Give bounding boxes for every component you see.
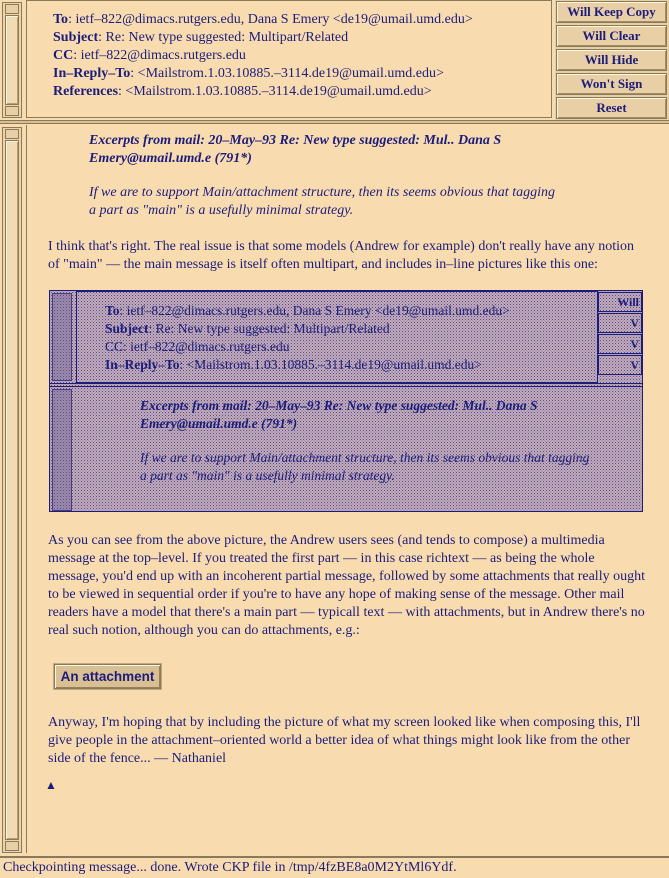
cc-line[interactable]: CC: ietf–822@dimacs.rutgers.edu bbox=[53, 48, 246, 63]
text-caret-icon: ▲ bbox=[45, 778, 57, 792]
scroll-thumb[interactable] bbox=[5, 15, 19, 105]
body-scroll-down-arrow-icon[interactable] bbox=[5, 841, 19, 851]
header-scrollbar[interactable] bbox=[2, 2, 22, 118]
picture-excerpt-title: Excerpts from mail: 20–May–93 Re: New type suggested: Mul.. Dana S Emery@umail.umd.e (791*) bbox=[140, 398, 538, 431]
picture-button-1: Will bbox=[598, 292, 642, 312]
subject-line[interactable]: Subject: Re: New type suggested: Multipart/Related bbox=[53, 30, 349, 45]
picture-button-4: V bbox=[598, 355, 642, 375]
inline-screenshot-image bbox=[49, 290, 643, 512]
references-line[interactable]: References: <Mailstrom.1.03.10885.–3114.de19@umail.umd.edu> bbox=[53, 84, 432, 99]
quoted-text: If we are to support Main/attachment structure, then its seems obvious that tagging a part as "main" is a usefully minimal strategy. bbox=[89, 185, 555, 218]
message-header bbox=[26, 0, 552, 118]
sign-button[interactable]: Won't Sign bbox=[556, 73, 667, 95]
hide-button[interactable]: Will Hide bbox=[556, 49, 667, 71]
body-paragraph-2: As you can see from the above picture, the Andrew users sees (and tends to compose) a multimedia message at the top–level. If you treated the first part –– in this case richtext –– as being the whole message, you'd end up with an incoherent partial message, followed by some attachments that really ought to be viewed in sequential order if you're to have any hope of making sense of the message. Other mail readers have a model that there's a main part –– typicall text –– with attachments, but in Andrew there's no real such notion, although you can do attachments, e.g.: bbox=[48, 533, 645, 638]
status-bar: Checkpointing message... done. Wrote CKP file in /tmp/4fzBE8a0M2YtMl6Ydf. bbox=[0, 856, 669, 878]
scroll-up-arrow-icon[interactable] bbox=[5, 4, 19, 14]
attachment-button[interactable]: An attachment bbox=[54, 664, 161, 689]
picture-button-2: V bbox=[598, 313, 642, 333]
picture-divider bbox=[50, 383, 643, 387]
picture-scrollbar bbox=[52, 293, 72, 381]
message-body[interactable] bbox=[26, 125, 669, 853]
clear-button[interactable]: Will Clear bbox=[556, 25, 667, 47]
in-reply-to-line[interactable]: In–Reply–To: <Mailstrom.1.03.10885.–3114.de19@umail.umd.edu> bbox=[53, 66, 444, 81]
body-scrollbar[interactable] bbox=[2, 127, 22, 853]
scroll-down-arrow-icon[interactable] bbox=[5, 106, 19, 116]
picture-body-scrollbar bbox=[52, 389, 72, 511]
to-line[interactable]: To: ietf–822@dimacs.rutgers.edu, Dana S Emery <de19@umail.umd.edu> bbox=[53, 12, 473, 27]
send-options-panel bbox=[555, 0, 669, 120]
body-scroll-thumb[interactable] bbox=[5, 140, 19, 840]
body-paragraph-1: I think that's right. The real issue is that some models (Andrew for example) don't really have any notion of "main" –– the main message is itself often multipart, and includes in–line pictures like this one: bbox=[48, 239, 635, 272]
reset-button[interactable]: Reset bbox=[556, 97, 667, 119]
body-scroll-up-arrow-icon[interactable] bbox=[5, 129, 19, 139]
picture-button-3: V bbox=[598, 334, 642, 354]
pane-divider[interactable] bbox=[0, 120, 669, 124]
picture-quoted-text: If we are to support Main/attachment structure, then its seems obvious that tagging a part as "main" is a usefully minimal strategy. bbox=[140, 450, 590, 483]
picture-header: To: ietf–822@dimacs.rutgers.edu, Dana S Emery <de19@umail.umd.edu> Subject: Re: New type suggested: Multipart/Related CC: ietf–822@dimacs.rutgers.edu In–Reply–To: <Mailstrom.1.03.10885.–3114.de19@umail.umd.edu> bbox=[76, 291, 598, 383]
excerpt-title: Excerpts from mail: 20–May–93 Re: New type suggested: Mul.. Dana S Emery@umail.umd.e (791*) bbox=[89, 133, 502, 166]
body-paragraph-3: Anyway, I'm hoping that by including the picture of what my screen looked like when composing this, I'll give people in the attachment–oriented world a better idea of what things might look like from the other side of the fence... –– Nathaniel bbox=[48, 715, 641, 766]
keep-copy-button[interactable]: Will Keep Copy bbox=[556, 1, 667, 23]
